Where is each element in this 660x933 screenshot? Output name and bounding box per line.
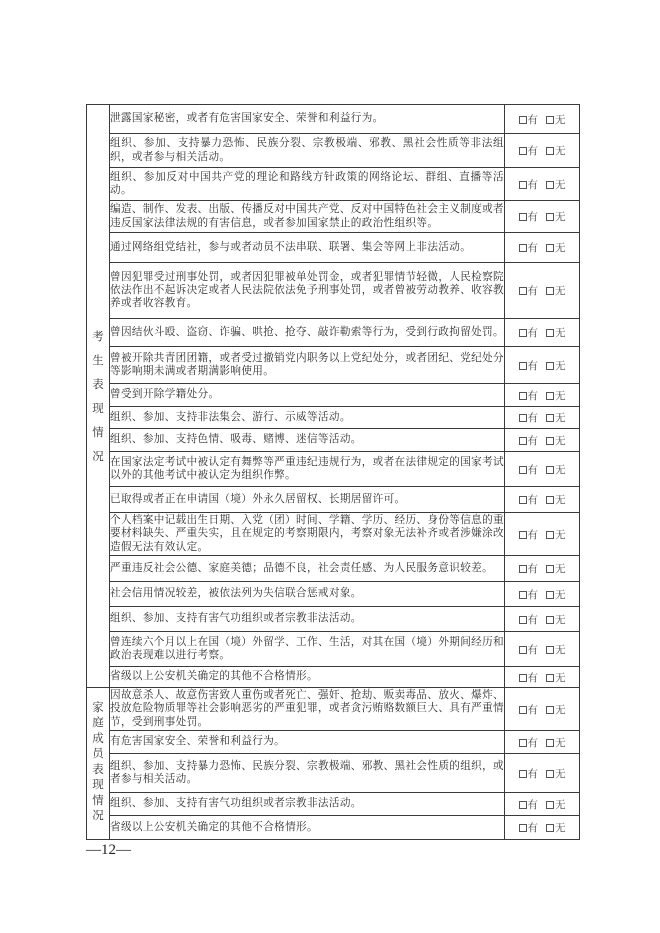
- no-checkbox-icon[interactable]: [546, 147, 554, 155]
- no-option[interactable]: [546, 240, 566, 255]
- yes-option[interactable]: [519, 527, 539, 542]
- table-row: [87, 816, 580, 840]
- criterion-text: 编造、制作、发表、出版、传播反对中国共产党、反对中国特色社会主义制度或者违反国家法律法规的有害信息，或者参加国家禁止的政治性组织等。: [110, 201, 505, 233]
- no-label: 无: [555, 736, 566, 749]
- yes-checkbox-icon[interactable]: [519, 591, 527, 599]
- no-label: 无: [555, 242, 566, 254]
- table-row: [87, 201, 580, 233]
- no-option[interactable]: [546, 820, 566, 835]
- yes-label: 有: [527, 178, 538, 191]
- criterion-text: 因故意杀人、故意伤害致人重伤或者死亡、强奸、抢劫、贩卖毒品、放火、爆炸、投放危险物质罪等社会影响恶劣的严重犯罪，或者贪污贿赂数额巨大、具有严重情节，受到刑事处罚。: [110, 688, 505, 731]
- no-option[interactable]: [546, 112, 566, 127]
- criterion-text: 曾受到开除学籍处分。: [110, 384, 505, 407]
- no-label: 无: [555, 767, 566, 780]
- no-option[interactable]: [546, 283, 566, 298]
- no-checkbox-icon[interactable]: [546, 616, 554, 624]
- table-row: [87, 347, 580, 384]
- table-row: [87, 384, 580, 407]
- yes-label: 有: [527, 242, 538, 254]
- table-row: [87, 556, 580, 582]
- yes-checkbox-icon[interactable]: [519, 213, 527, 221]
- no-label: 无: [555, 798, 566, 811]
- yes-label: 有: [527, 528, 538, 541]
- yes-option[interactable]: [519, 766, 539, 781]
- no-label: 无: [555, 643, 566, 656]
- no-checkbox-icon[interactable]: [546, 706, 554, 714]
- criterion-text: 有危害国家安全、荣誉和利益行为。: [110, 731, 505, 754]
- yes-no-options: [505, 688, 580, 731]
- yes-label: 有: [527, 327, 538, 339]
- no-checkbox-icon[interactable]: [546, 181, 554, 189]
- no-label: 无: [555, 563, 566, 575]
- yes-option[interactable]: [519, 820, 539, 835]
- no-option[interactable]: [546, 561, 566, 576]
- criterion-text: 省级以上公安机关确定的其他不合格情形。: [110, 816, 505, 840]
- no-checkbox-icon[interactable]: [546, 437, 554, 445]
- yes-checkbox-icon[interactable]: [519, 565, 527, 573]
- yes-option[interactable]: [519, 143, 539, 158]
- yes-checkbox-icon[interactable]: [519, 739, 527, 747]
- yes-option[interactable]: [519, 735, 539, 750]
- yes-checkbox-icon[interactable]: [519, 362, 527, 370]
- no-option[interactable]: [546, 388, 566, 403]
- yes-label: 有: [527, 412, 538, 424]
- no-option[interactable]: [546, 209, 566, 224]
- criterion-text: 社会信用情况较差，被依法列为失信联合惩戒对象。: [110, 582, 505, 607]
- yes-label: 有: [527, 285, 538, 297]
- section-label-family: [87, 688, 110, 840]
- yes-no-options: [505, 319, 580, 347]
- no-checkbox-icon[interactable]: [546, 213, 554, 221]
- yes-option[interactable]: [519, 492, 539, 507]
- yes-option[interactable]: [519, 112, 539, 127]
- no-checkbox-icon[interactable]: [546, 739, 554, 747]
- yes-no-options: [505, 816, 580, 840]
- no-option[interactable]: [546, 797, 566, 812]
- yes-label: 有: [527, 359, 538, 372]
- yes-no-options: [505, 134, 580, 168]
- yes-no-options: [505, 407, 580, 429]
- table-row: [87, 233, 580, 263]
- table-row: [87, 407, 580, 429]
- yes-label: 有: [527, 145, 538, 157]
- table-row: [87, 487, 580, 513]
- yes-no-options: [505, 582, 580, 607]
- yes-checkbox-icon[interactable]: [519, 147, 527, 155]
- no-checkbox-icon[interactable]: [546, 362, 554, 370]
- yes-checkbox-icon[interactable]: [519, 287, 527, 295]
- no-label: 无: [555, 822, 566, 834]
- table-row: [87, 168, 580, 201]
- criterion-text: 组织、参加、支持有害气功组织或者宗教非法活动。: [110, 607, 505, 632]
- no-label: 无: [555, 494, 566, 506]
- section-label-candidate: [87, 105, 110, 688]
- no-option[interactable]: [546, 702, 566, 717]
- criterion-text: 组织、参加、支持暴力恐怖、民族分裂、宗教极端、邪教、黑社会性质等非法组织，或者参与相关活动。: [110, 134, 505, 168]
- yes-no-options: [505, 105, 580, 134]
- no-checkbox-icon[interactable]: [546, 565, 554, 573]
- no-checkbox-icon[interactable]: [546, 801, 554, 809]
- no-option[interactable]: [546, 177, 566, 192]
- yes-no-options: [505, 487, 580, 513]
- yes-checkbox-icon[interactable]: [519, 770, 527, 778]
- no-label: 无: [555, 463, 566, 476]
- yes-option[interactable]: [519, 797, 539, 812]
- yes-label: 有: [527, 211, 538, 223]
- yes-label: 有: [527, 643, 538, 656]
- table-row: [87, 319, 580, 347]
- page-number: —12—: [86, 842, 131, 858]
- yes-option[interactable]: [519, 410, 539, 425]
- no-checkbox-icon[interactable]: [546, 770, 554, 778]
- no-label: 无: [555, 412, 566, 424]
- criterion-text: 组织、参加、支持有害气功组织或者宗教非法活动。: [110, 793, 505, 816]
- no-label: 无: [555, 178, 566, 191]
- criterion-text: 省级以上公安机关确定的其他不合格情形。: [110, 667, 505, 688]
- section-label-text: 考生表现情况: [92, 329, 104, 463]
- yes-label: 有: [527, 767, 538, 780]
- table-row: [87, 105, 580, 134]
- table-row: [87, 754, 580, 793]
- yes-checkbox-icon[interactable]: [519, 414, 527, 422]
- yes-label: 有: [527, 113, 538, 126]
- no-checkbox-icon[interactable]: [546, 466, 554, 474]
- yes-no-options: [505, 429, 580, 452]
- yes-option[interactable]: [519, 670, 539, 685]
- table-row: [87, 263, 580, 319]
- yes-checkbox-icon[interactable]: [519, 244, 527, 252]
- no-option[interactable]: [546, 527, 566, 542]
- no-option[interactable]: [546, 587, 566, 602]
- no-checkbox-icon[interactable]: [546, 116, 554, 124]
- criterion-text: 曾连续六个月以上在国（境）外留学、工作、生活，对其在国（境）外期间经历和政治表现难以进行考察。: [110, 632, 505, 667]
- yes-no-options: [505, 667, 580, 688]
- no-checkbox-icon[interactable]: [546, 392, 554, 400]
- yes-option[interactable]: [519, 642, 539, 657]
- yes-no-options: [505, 632, 580, 667]
- criterion-text: 通过网络组党结社，参与或者动员不法串联、联署、集会等网上非法活动。: [110, 233, 505, 263]
- yes-checkbox-icon[interactable]: [519, 466, 527, 474]
- no-option[interactable]: [546, 143, 566, 158]
- no-checkbox-icon[interactable]: [546, 329, 554, 337]
- no-checkbox-icon[interactable]: [546, 674, 554, 682]
- no-label: 无: [555, 703, 566, 716]
- yes-label: 有: [527, 389, 538, 402]
- yes-no-options: [505, 263, 580, 319]
- yes-no-options: [505, 754, 580, 793]
- table-row: [87, 429, 580, 452]
- yes-option[interactable]: [519, 240, 539, 255]
- no-label: 无: [555, 285, 566, 297]
- yes-label: 有: [527, 463, 538, 476]
- table-row: [87, 582, 580, 607]
- no-checkbox-icon[interactable]: [546, 244, 554, 252]
- no-label: 无: [555, 359, 566, 372]
- criterion-text: 泄露国家秘密，或者有危害国家安全、荣誉和利益行为。: [110, 105, 505, 134]
- yes-no-options: [505, 607, 580, 632]
- yes-checkbox-icon[interactable]: [519, 392, 527, 400]
- yes-checkbox-icon[interactable]: [519, 329, 527, 337]
- yes-label: 有: [527, 671, 538, 684]
- yes-no-options: [505, 513, 580, 556]
- table-row: [87, 731, 580, 754]
- yes-label: 有: [527, 736, 538, 749]
- no-checkbox-icon[interactable]: [546, 646, 554, 654]
- no-option[interactable]: [546, 433, 566, 448]
- no-label: 无: [555, 434, 566, 447]
- yes-no-options: [505, 556, 580, 582]
- no-option[interactable]: [546, 462, 566, 477]
- table-row: [87, 793, 580, 816]
- yes-label: 有: [527, 563, 538, 575]
- yes-no-options: [505, 793, 580, 816]
- yes-label: 有: [527, 613, 538, 626]
- criterion-text: 曾被开除共青团团籍，或者受过撤销党内职务以上党纪处分，或者团纪、党纪处分等影响期未满或者期满影响使用。: [110, 347, 505, 384]
- yes-option[interactable]: [519, 209, 539, 224]
- criterion-text: 曾因犯罪受过刑事处罚，或者因犯罪被单处罚金，或者犯罪情节轻微，人民检察院依法作出不起诉决定或者人民法院依法免予刑事处罚，或者曾被劳动教养、收容教养或者收容教育。: [110, 263, 505, 319]
- yes-option[interactable]: [519, 587, 539, 602]
- yes-no-options: [505, 168, 580, 201]
- no-option[interactable]: [546, 492, 566, 507]
- criterion-text: 曾因结伙斗殴、盗窃、诈骗、哄抢、抢夺、敲诈勒索等行为，受到行政拘留处罚。: [110, 319, 505, 347]
- table-row: [87, 513, 580, 556]
- no-label: 无: [555, 211, 566, 223]
- yes-label: 有: [527, 434, 538, 447]
- table-row: [87, 607, 580, 632]
- criterion-text: 组织、参加、支持非法集会、游行、示威等活动。: [110, 407, 505, 429]
- yes-option[interactable]: [519, 283, 539, 298]
- yes-checkbox-icon[interactable]: [519, 674, 527, 682]
- no-label: 无: [555, 145, 566, 157]
- no-option[interactable]: [546, 410, 566, 425]
- yes-checkbox-icon[interactable]: [519, 801, 527, 809]
- yes-option[interactable]: [519, 561, 539, 576]
- political-review-table: [86, 104, 580, 840]
- yes-no-options: [505, 347, 580, 384]
- section-label-text: 家庭成员表现情况: [92, 699, 104, 823]
- no-label: 无: [555, 528, 566, 541]
- yes-label: 有: [527, 588, 538, 601]
- yes-option[interactable]: [519, 462, 539, 477]
- yes-no-options: [505, 201, 580, 233]
- yes-checkbox-icon[interactable]: [519, 824, 527, 832]
- no-checkbox-icon[interactable]: [546, 287, 554, 295]
- no-label: 无: [555, 389, 566, 402]
- criterion-text: 在国家法定考试中被认定有舞弊等严重违纪违规行为，或者在法律规定的国家考试以外的其他考试中被认定为组织作弊。: [110, 452, 505, 487]
- yes-checkbox-icon[interactable]: [519, 646, 527, 654]
- no-checkbox-icon[interactable]: [546, 531, 554, 539]
- no-option[interactable]: [546, 642, 566, 657]
- yes-option[interactable]: [519, 358, 539, 373]
- yes-option[interactable]: [519, 433, 539, 448]
- yes-label: 有: [527, 798, 538, 811]
- table-row: [87, 632, 580, 667]
- yes-checkbox-icon[interactable]: [519, 706, 527, 714]
- no-option[interactable]: [546, 670, 566, 685]
- table-row: [87, 134, 580, 168]
- table-row: [87, 688, 580, 731]
- yes-no-options: [505, 731, 580, 754]
- no-option[interactable]: [546, 735, 566, 750]
- yes-checkbox-icon[interactable]: [519, 116, 527, 124]
- yes-no-options: [505, 233, 580, 263]
- table-body: [87, 105, 580, 840]
- criterion-text: 个人档案中记载出生日期、入党（团）时间、学籍、学历、经历、身份等信息的重要材料缺失、严重失实，且在规定的考察期限内，考察对象无法补齐或者涉嫌涂改造假无法有效认定。: [110, 513, 505, 556]
- no-option[interactable]: [546, 358, 566, 373]
- no-label: 无: [555, 588, 566, 601]
- no-checkbox-icon[interactable]: [546, 414, 554, 422]
- no-label: 无: [555, 671, 566, 684]
- criterion-text: 已取得或者正在申请国（境）外永久居留权、长期居留许可。: [110, 487, 505, 513]
- no-checkbox-icon[interactable]: [546, 496, 554, 504]
- no-checkbox-icon[interactable]: [546, 591, 554, 599]
- yes-option[interactable]: [519, 612, 539, 627]
- yes-checkbox-icon[interactable]: [519, 437, 527, 445]
- yes-option[interactable]: [519, 325, 539, 340]
- criterion-text: 组织、参加反对中国共产党的理论和路线方针政策的网络论坛、群组、直播等活动。: [110, 168, 505, 201]
- yes-option[interactable]: [519, 702, 539, 717]
- table-row: [87, 667, 580, 688]
- no-label: 无: [555, 113, 566, 126]
- yes-no-options: [505, 452, 580, 487]
- criterion-text: 组织、参加、支持色情、吸毒、赌博、迷信等活动。: [110, 429, 505, 452]
- yes-option[interactable]: [519, 177, 539, 192]
- no-label: 无: [555, 613, 566, 626]
- yes-option[interactable]: [519, 388, 539, 403]
- no-option[interactable]: [546, 612, 566, 627]
- no-option[interactable]: [546, 325, 566, 340]
- yes-label: 有: [527, 822, 538, 834]
- no-label: 无: [555, 327, 566, 339]
- yes-no-options: [505, 384, 580, 407]
- yes-checkbox-icon[interactable]: [519, 531, 527, 539]
- no-option[interactable]: [546, 766, 566, 781]
- yes-label: 有: [527, 703, 538, 716]
- yes-label: 有: [527, 494, 538, 506]
- yes-checkbox-icon[interactable]: [519, 181, 527, 189]
- table-row: [87, 452, 580, 487]
- yes-checkbox-icon[interactable]: [519, 616, 527, 624]
- criterion-text: 严重违反社会公德、家庭美德；品德不良，社会责任感、为人民服务意识较差。: [110, 556, 505, 582]
- no-checkbox-icon[interactable]: [546, 824, 554, 832]
- criterion-text: 组织、参加、支持暴力恐怖、民族分裂、宗教极端、邪教、黑社会性质的组织，或者参与相关活动。: [110, 754, 505, 793]
- yes-checkbox-icon[interactable]: [519, 496, 527, 504]
